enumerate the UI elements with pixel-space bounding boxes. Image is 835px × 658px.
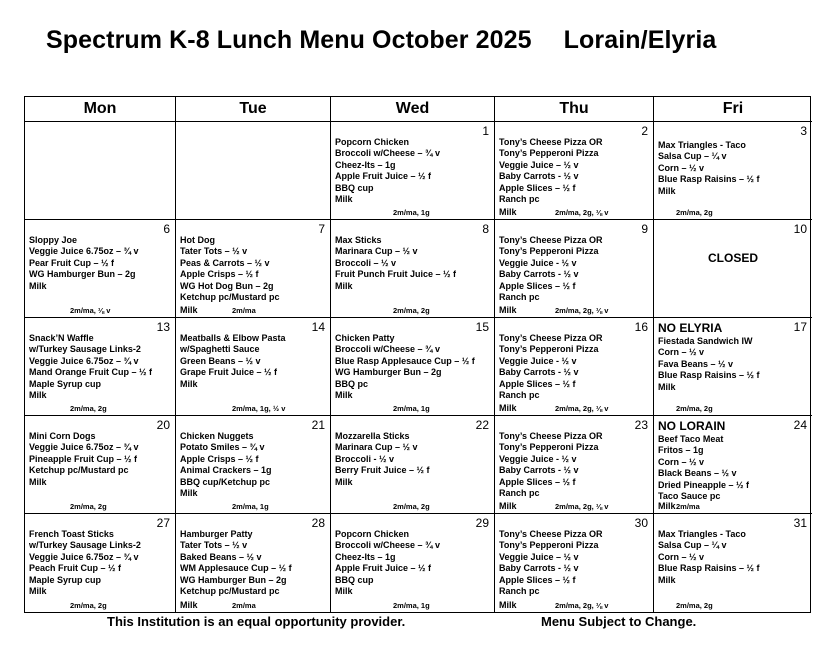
- menu-item: Snack’N Waffle: [29, 333, 94, 343]
- day-number: 30: [634, 516, 648, 530]
- menu-item: WM Applesauce Cup – ½ f: [180, 563, 292, 574]
- nutrition-info: 2m/ma, 2g: [676, 601, 713, 610]
- day-cell: [25, 318, 176, 416]
- nutrition-info: 2m/ma: [232, 306, 256, 315]
- menu-item: Max Triangles - Taco: [658, 529, 746, 539]
- day-cell: [176, 220, 331, 318]
- menu-item: Salsa Cup – ¼ v: [658, 540, 727, 551]
- menu-item: WG Hamburger Bun – 2g: [335, 367, 442, 378]
- menu-item: Popcorn Chicken: [335, 137, 410, 147]
- menu-item: Ranch pc: [499, 586, 540, 597]
- menu-item: Corn – ½ v: [658, 162, 705, 173]
- menu-item: WG Hamburger Bun – 2g: [29, 269, 136, 280]
- menu-item: Blue Rasp Raisins – ½ f: [658, 174, 760, 185]
- menu-item: Ketchup pc/Mustard pc: [180, 586, 280, 597]
- day-number: 15: [475, 320, 489, 334]
- menu-item: Veggie Juice 6.75oz – ¾ v: [29, 442, 139, 453]
- menu-item: Salsa Cup – ¼ v: [658, 151, 727, 162]
- menu-items: [335, 529, 492, 597]
- day-cell: [331, 416, 495, 514]
- day-header-fri: Fri: [654, 97, 812, 122]
- nutrition-info: 2m/ma: [676, 502, 700, 511]
- day-header-wed: Wed: [331, 97, 495, 122]
- day-header-thu: Thu: [495, 97, 654, 122]
- day-cell: [654, 514, 812, 612]
- menu-items: [658, 420, 810, 502]
- day-cell: [176, 318, 331, 416]
- menu-item: Fruit Punch Fruit Juice – ½ f: [335, 269, 457, 280]
- menu-item: Ketchup pc/Mustard pc: [29, 465, 129, 476]
- menu-item: Broccoli w/Cheese – ¾ v: [335, 148, 441, 159]
- menu-item: Apple Slices – ½ f: [499, 574, 576, 585]
- menu-item: w/Spaghetti Sauce: [180, 344, 260, 355]
- nutrition-info: 2m/ma, 1g: [232, 502, 269, 511]
- menu-item: Milk: [335, 194, 353, 205]
- menu-item: Tony’s Cheese Pizza OR: [499, 235, 603, 245]
- menu-item: Apple Crisps – ½ f: [180, 453, 259, 464]
- day-number: 1: [482, 124, 489, 138]
- day-cell: [654, 220, 812, 318]
- day-number: 20: [156, 418, 170, 432]
- day-number: 24: [793, 418, 807, 432]
- menu-item: Peach Fruit Cup – ½ f: [29, 563, 122, 574]
- menu-item: Cheez-Its – 1g: [335, 159, 396, 170]
- day-number: 23: [634, 418, 648, 432]
- menu-item: Milk: [29, 476, 47, 487]
- menu-item: Tony’s Cheese Pizza OR: [499, 431, 603, 441]
- menu-item: Broccoli - ½ v: [335, 453, 395, 464]
- day-cell: [176, 416, 331, 514]
- menu-item: Baby Carrots - ½ v: [499, 465, 579, 476]
- milk-item: Milk: [658, 501, 676, 511]
- nutrition-info: 2m/ma, 2g: [393, 306, 430, 315]
- location-title: Lorain/Elyria: [563, 26, 717, 54]
- day-number: 6: [163, 222, 170, 236]
- day-number: 13: [156, 320, 170, 334]
- menu-item: Peas & Carrots – ½ v: [180, 257, 270, 268]
- menu-items: [180, 431, 328, 499]
- day-cell: [176, 514, 331, 612]
- menu-item: Milk: [29, 586, 47, 597]
- day-cell: [654, 122, 812, 220]
- menu-item: w/Turkey Sausage Links-2: [29, 540, 141, 551]
- menu-item: Apple Fruit Juice – ½ f: [335, 171, 432, 182]
- day-cell: [495, 416, 654, 514]
- menu-item: Milk: [658, 381, 676, 392]
- menu-item: Tony’s Pepperoni Pizza: [499, 344, 599, 355]
- menu-item: Tony’s Cheese Pizza OR: [499, 333, 603, 343]
- menu-item: Broccoli w/Cheese – ¾ v: [335, 344, 441, 355]
- nutrition-info: 2m/ma, 2g: [70, 502, 107, 511]
- menu-item: Apple Fruit Juice – ½ f: [335, 563, 432, 574]
- menu-items: [499, 333, 651, 401]
- menu-item: Hot Dog: [180, 235, 215, 245]
- menu-item: Milk: [180, 488, 198, 499]
- menu-item: Blue Rasp Raisins – ½ f: [658, 563, 760, 574]
- milk-item: Milk: [499, 501, 517, 511]
- menu-items: [335, 235, 492, 292]
- menu-item: Black Beans – ½ v: [658, 468, 737, 479]
- menu-item: Veggie Juice - ½ v: [499, 355, 577, 366]
- day-cell: [331, 122, 495, 220]
- menu-item: Veggie Juice – ½ v: [499, 159, 579, 170]
- equal-opportunity-note: This Institution is an equal opportunity provider.: [107, 614, 406, 629]
- menu-items: [335, 333, 492, 401]
- menu-item: w/Turkey Sausage Links-2: [29, 344, 141, 355]
- menu-items: [658, 322, 810, 393]
- menu-item: Tony’s Pepperoni Pizza: [499, 246, 599, 257]
- menu-items: [29, 333, 173, 401]
- nutrition-info: 2m/ma, 2g, ⅛ v: [555, 404, 609, 413]
- menu-item: Pear Fruit Cup – ½ f: [29, 257, 115, 268]
- menu-item: Tony’s Cheese Pizza OR: [499, 137, 603, 147]
- menu-items: [335, 431, 492, 488]
- menu-item: Ranch pc: [499, 292, 540, 303]
- menu-item: Milk: [29, 390, 47, 401]
- menu-item: Baby Carrots - ½ v: [499, 563, 579, 574]
- menu-items: [499, 235, 651, 303]
- menu-item: WG Hot Dog Bun – 2g: [180, 280, 274, 291]
- day-cell: [25, 122, 176, 220]
- menu-item: Baked Beans – ½ v: [180, 551, 262, 562]
- day-number: 27: [156, 516, 170, 530]
- milk-item: Milk: [180, 305, 198, 315]
- menu-item: BBQ cup: [335, 182, 374, 193]
- menu-item: Sloppy Joe: [29, 235, 78, 245]
- menu-item: Meatballs & Elbow Pasta: [180, 333, 286, 343]
- day-cell: [25, 514, 176, 612]
- menu-item: Veggie Juice 6.75oz – ¾ v: [29, 551, 139, 562]
- menu-item: Maple Syrup cup: [29, 574, 102, 585]
- menu-item: Milk: [658, 574, 676, 585]
- page-title: [46, 26, 716, 55]
- milk-item: Milk: [499, 207, 517, 217]
- menu-item: Tony’s Pepperoni Pizza: [499, 442, 599, 453]
- menu-item: BBQ cup: [335, 574, 374, 585]
- menu-item: Apple Slices – ½ f: [499, 182, 576, 193]
- day-number: 14: [311, 320, 325, 334]
- day-number: 3: [800, 124, 807, 138]
- day-cell: [654, 416, 812, 514]
- menu-items: [29, 235, 173, 292]
- menu-item: Milk: [658, 185, 676, 196]
- day-cell: [654, 318, 812, 416]
- menu-item: Mini Corn Dogs: [29, 431, 96, 441]
- closed-label: CLOSED: [707, 251, 758, 265]
- nutrition-info: 2m/ma, 2g: [70, 404, 107, 413]
- day-cell: [25, 220, 176, 318]
- menu-item: Green Beans – ½ v: [180, 355, 261, 366]
- day-cell: [331, 220, 495, 318]
- menu-items: [499, 137, 651, 205]
- milk-item: Milk: [180, 600, 198, 610]
- day-cell: [25, 416, 176, 514]
- menu-item: Tater Tots – ½ v: [180, 540, 248, 551]
- school-closure-note: NO LORAIN: [658, 419, 726, 433]
- nutrition-info: 2m/ma, 2g: [70, 601, 107, 610]
- menu-item: Mozzarella Sticks: [335, 431, 410, 441]
- menu-item: Potato Smiles – ¾ v: [180, 442, 265, 453]
- menu-item: Baby Carrots - ½ v: [499, 171, 579, 182]
- school-closure-note: NO ELYRIA: [658, 321, 723, 335]
- day-number: 7: [318, 222, 325, 236]
- menu-item: Chicken Patty: [335, 333, 395, 343]
- menu-item: Corn – ½ v: [658, 347, 705, 358]
- menu-item: Veggie Juice – ½ v: [499, 551, 579, 562]
- day-cell: [331, 318, 495, 416]
- day-cell: [495, 220, 654, 318]
- day-number: 22: [475, 418, 489, 432]
- menu-item: Apple Slices – ½ f: [499, 280, 576, 291]
- menu-item: WG Hamburger Bun – 2g: [180, 574, 287, 585]
- menu-items: [180, 529, 328, 597]
- menu-item: Tony’s Pepperoni Pizza: [499, 148, 599, 159]
- nutrition-info: 2m/ma, 2g: [393, 502, 430, 511]
- day-number: 10: [793, 222, 807, 236]
- menu-item: Milk: [29, 280, 47, 291]
- menu-item: Milk: [335, 390, 353, 401]
- menu-item: Maple Syrup cup: [29, 378, 102, 389]
- menu-items: [29, 431, 173, 488]
- menu-item: Milk: [335, 280, 353, 291]
- menu-item: BBQ cup/Ketchup pc: [180, 476, 271, 487]
- day-number: 2: [641, 124, 648, 138]
- menu-item: Milk: [180, 378, 198, 389]
- menu-item: Broccoli w/Cheese – ¾ v: [335, 540, 441, 551]
- menu-calendar: [24, 96, 811, 613]
- menu-items: [499, 431, 651, 499]
- menu-item: Apple Slices – ½ f: [499, 476, 576, 487]
- nutrition-info: 2m/ma, 1g: [393, 601, 430, 610]
- menu-items: [180, 333, 328, 390]
- menu-item: Milk: [335, 476, 353, 487]
- day-number: 8: [482, 222, 489, 236]
- menu-item: Ranch pc: [499, 390, 540, 401]
- menu-item: Tater Tots – ½ v: [180, 246, 248, 257]
- menu-item: Max Sticks: [335, 235, 382, 245]
- milk-item: Milk: [499, 305, 517, 315]
- menu-items: [499, 529, 651, 597]
- menu-item: Grape Fruit Juice – ½ f: [180, 367, 278, 378]
- menu-item: Ranch pc: [499, 488, 540, 499]
- menu-item: Broccoli – ½ v: [335, 257, 397, 268]
- menu-items: [658, 140, 810, 197]
- day-cell: [495, 122, 654, 220]
- menu-item: Tony’s Pepperoni Pizza: [499, 540, 599, 551]
- menu-item: Tony’s Cheese Pizza OR: [499, 529, 603, 539]
- menu-item: Fritos – 1g: [658, 445, 704, 456]
- menu-item: Corn – ½ v: [658, 456, 705, 467]
- menu-item: Marinara Cup – ½ v: [335, 246, 418, 257]
- menu-item: Milk: [335, 586, 353, 597]
- menu-item: Blue Rasp Raisins – ½ f: [658, 370, 760, 381]
- nutrition-info: 2m/ma, 2g, ⅛ v: [555, 601, 609, 610]
- menu-item: Baby Carrots - ½ v: [499, 269, 579, 280]
- menu-items: [335, 137, 492, 205]
- day-number: 16: [634, 320, 648, 334]
- menu-item: Mand Orange Fruit Cup – ½ f: [29, 367, 153, 378]
- nutrition-info: 2m/ma: [232, 601, 256, 610]
- menu-item: Ketchup pc/Mustard pc: [180, 292, 280, 303]
- day-number: 21: [311, 418, 325, 432]
- menu-item: BBQ pc: [335, 378, 369, 389]
- nutrition-info: 2m/ma, 2g: [676, 208, 713, 217]
- menu-item: Animal Crackers – 1g: [180, 465, 272, 476]
- day-number: 29: [475, 516, 489, 530]
- day-number: 9: [641, 222, 648, 236]
- milk-item: Milk: [499, 403, 517, 413]
- menu-item: French Toast Sticks: [29, 529, 114, 539]
- day-number: 28: [311, 516, 325, 530]
- menu-item: Corn – ½ v: [658, 551, 705, 562]
- nutrition-info: 2m/ma, 1g: [393, 404, 430, 413]
- nutrition-info: 2m/ma, 2g, ⅛ v: [555, 306, 609, 315]
- day-number: 17: [793, 320, 807, 334]
- menu-item: Popcorn Chicken: [335, 529, 410, 539]
- menu-items: [180, 235, 328, 303]
- nutrition-info: 2m/ma, ⅛ v: [70, 306, 111, 315]
- nutrition-info: 2m/ma, 2g, ⅛ v: [555, 502, 609, 511]
- menu-item: Veggie Juice - ½ v: [499, 453, 577, 464]
- menu-items: [29, 529, 173, 597]
- menu-item: Fiestada Sandwich IW: [658, 336, 753, 346]
- day-cell: [176, 122, 331, 220]
- menu-item: Apple Crisps – ½ f: [180, 269, 259, 280]
- menu-item: Hamburger Patty: [180, 529, 253, 539]
- menu-item: Fava Beans – ½ v: [658, 358, 734, 369]
- menu-change-note: Menu Subject to Change.: [541, 614, 697, 629]
- menu-item: Baby Carrots - ½ v: [499, 367, 579, 378]
- day-number: 31: [793, 516, 807, 530]
- menu-item: Beef Taco Meat: [658, 434, 724, 444]
- menu-item: Pineapple Fruit Cup – ½ f: [29, 453, 138, 464]
- menu-title: Spectrum K-8 Lunch Menu October 2025: [46, 26, 532, 54]
- menu-item: Chicken Nuggets: [180, 431, 254, 441]
- menu-item: Blue Rasp Applesauce Cup – ½ f: [335, 355, 475, 366]
- menu-item: Ranch pc: [499, 194, 540, 205]
- menu-item: Max Triangles - Taco: [658, 140, 746, 150]
- day-header-mon: Mon: [25, 97, 176, 122]
- menu-item: Veggie Juice 6.75oz – ¾ v: [29, 355, 139, 366]
- day-cell: [495, 514, 654, 612]
- nutrition-info: 2m/ma, 1g: [393, 208, 430, 217]
- menu-item: Cheez-Its – 1g: [335, 551, 396, 562]
- menu-item: Apple Slices – ½ f: [499, 378, 576, 389]
- nutrition-info: 2m/ma, 2g: [676, 404, 713, 413]
- nutrition-info: 2m/ma, 2g, ⅛ v: [555, 208, 609, 217]
- menu-item: Veggie Juice - ½ v: [499, 257, 577, 268]
- menu-item: Berry Fruit Juice – ½ f: [335, 465, 430, 476]
- day-cell: [495, 318, 654, 416]
- milk-item: Milk: [499, 600, 517, 610]
- menu-item: Marinara Cup – ½ v: [335, 442, 418, 453]
- menu-item: Dried Pineapple – ½ f: [658, 479, 750, 490]
- day-header-tue: Tue: [176, 97, 331, 122]
- menu-item: Veggie Juice 6.75oz – ¾ v: [29, 246, 139, 257]
- day-cell: [331, 514, 495, 612]
- nutrition-info: 2m/ma, 1g, ½ v: [232, 404, 286, 413]
- menu-items: [658, 529, 810, 586]
- menu-item: Taco Sauce pc: [658, 491, 721, 502]
